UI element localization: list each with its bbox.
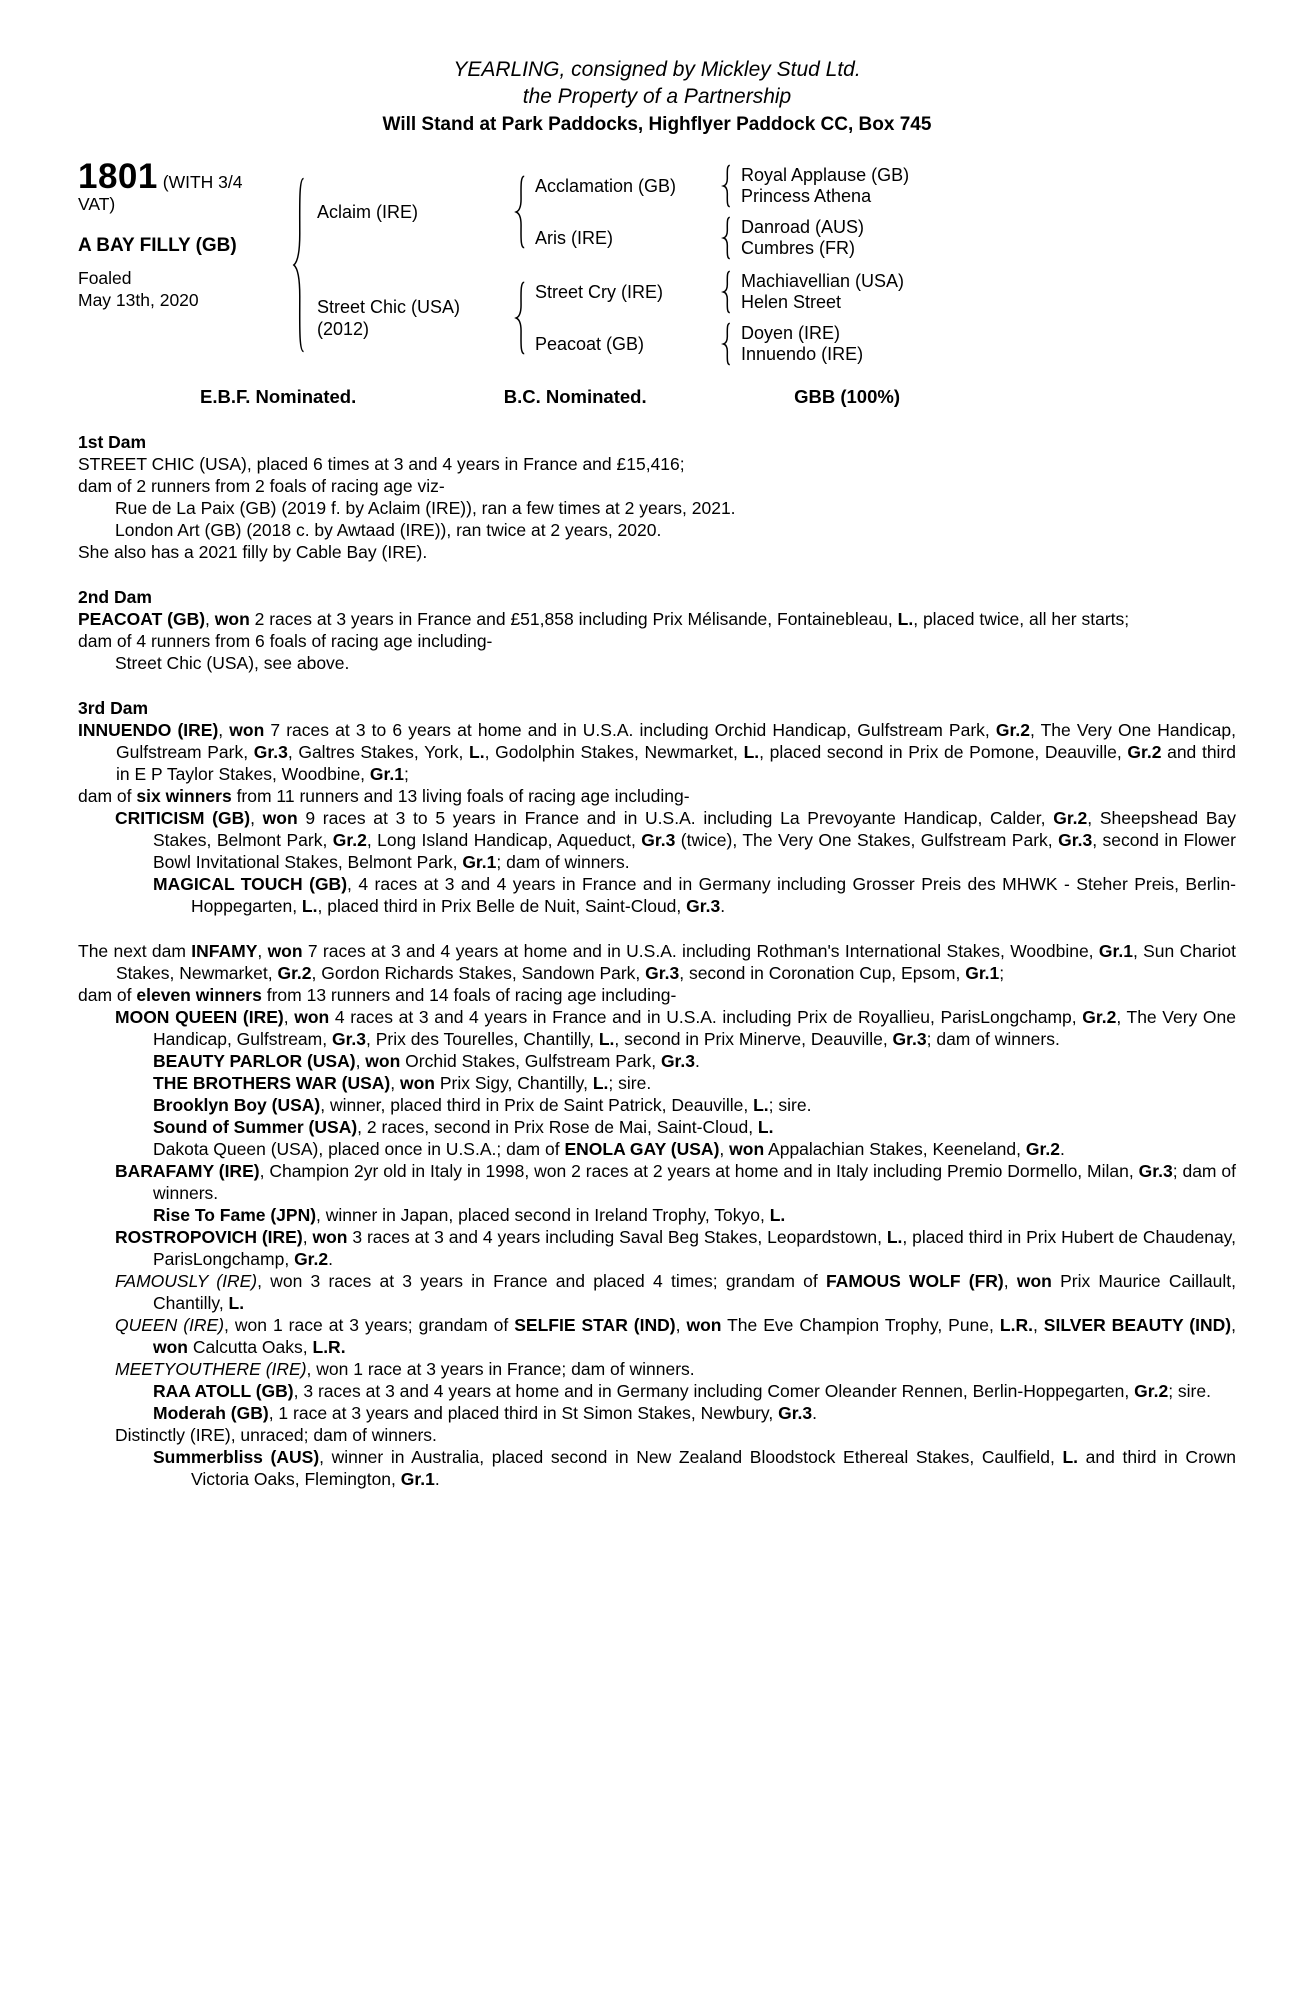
grandparent-name: Aris (IRE) (535, 227, 613, 248)
great-grandparent-name: Doyen (IRE) (741, 323, 841, 343)
pedigree-paragraph: BEAUTY PARLOR (USA), won Orchid Stakes, Gulfstream Park, Gr.3. (153, 1051, 700, 1071)
pedigree-paragraph: CRITICISM (GB), won 9 races at 3 to 5 years in France and in U.S.A. including La Prevoyante Handicap, Calder, Gr.2, Sheepshead Bay Stakes, Belmont Park, Gr.2, Long Island Handicap, Aqueduct, Gr.3 (twice), The Very One Stakes, Gulfstream Park, Gr.3, second in Flower Bowl Invitational Stakes, Belmont Park, Gr.1; dam of winners. (115, 808, 1236, 872)
bc-nominated: B.C. Nominated. (503, 386, 647, 407)
pedigree-text (78, 431, 1236, 1490)
pedigree-brace-icon (721, 164, 732, 208)
pedigree-paragraph: ROSTROPOVICH (IRE), won 3 races at 3 and 4 years including Saval Beg Stakes, Leopardstown, L., placed third in Prix Hubert de Chaudenay, ParisLongchamp, Gr.2. (115, 1227, 1236, 1269)
pedigree-paragraph: Distinctly (IRE), unraced; dam of winners. (115, 1425, 437, 1445)
dam-branch (317, 270, 1236, 366)
great-grandparent-name: Helen Street (741, 292, 842, 312)
lot-info (78, 157, 290, 366)
pedigree-brace-icon (513, 280, 527, 356)
dam-section (78, 697, 1236, 917)
pedigree-brace-icon (721, 322, 732, 366)
section-heading: 1st Dam (78, 432, 147, 452)
pedigree-tree (290, 164, 1236, 366)
pedigree-paragraph: Rue de La Paix (GB) (2019 f. by Aclaim (IRE)), ran a few times at 2 years, 2021. (115, 498, 736, 518)
pedigree-panel (78, 157, 1236, 366)
gbb-status: GBB (100%) (794, 386, 900, 407)
consignor-line: YEARLING, consigned by Mickley Stud Ltd. (453, 58, 861, 81)
pedigree-paragraph: dam of eleven winners from 13 runners and 14 foals of racing age including- (78, 985, 677, 1005)
property-line: the Property of a Partnership (522, 85, 792, 108)
dam-name (317, 296, 513, 340)
pedigree-paragraph: dam of 2 runners from 2 foals of racing age viz- (78, 476, 445, 496)
pedigree-paragraph: London Art (GB) (2018 c. by Awtaad (IRE)), ran twice at 2 years, 2020. (115, 520, 662, 540)
sire-name: Aclaim (IRE) (317, 202, 419, 222)
pedigree-paragraph: Brooklyn Boy (USA), winner, placed third in Prix de Saint Patrick, Deauville, L.; sire. (153, 1095, 812, 1115)
lot-number: 1801 (78, 157, 158, 196)
dam-name-line: Street Chic (USA) (317, 297, 461, 317)
pedigree-paragraph: RAA ATOLL (GB), 3 races at 3 and 4 years at home and in Germany including Comer Oleander Rennen, Berlin-Hoppegarten, Gr.2; sire. (153, 1381, 1211, 1401)
section-heading: 3rd Dam (78, 698, 149, 718)
pedigree-paragraph: Summerbliss (AUS), winner in Australia, placed second in New Zealand Bloodstock Ethereal Stakes, Caulfield, L. and third in Crown Victoria Oaks, Flemington, Gr.1. (153, 1447, 1236, 1489)
great-grandparent-name: Innuendo (IRE) (741, 344, 864, 364)
grandsire-row (535, 164, 1236, 208)
pedigree-paragraph: QUEEN (IRE), won 1 race at 3 years; grandam of SELFIE STAR (IND), won The Eve Champion Trophy, Pune, L.R., SILVER BEAUTY (IND), won Calcutta Oaks, L.R. (115, 1315, 1236, 1357)
foaled-label: Foaled (78, 268, 132, 288)
pedigree-brace-icon (290, 173, 307, 357)
pedigree-brace-icon (513, 174, 527, 250)
great-grandparent-name: Princess Athena (741, 186, 872, 206)
lot-line (78, 157, 268, 215)
dam-section (78, 940, 1236, 1490)
foaled-date: May 13th, 2020 (78, 290, 199, 310)
grandparent-name: Peacoat (GB) (535, 333, 645, 354)
grandparent-name: Street Cry (IRE) (535, 281, 664, 302)
dam-section (78, 431, 1236, 563)
pedigree-paragraph: Sound of Summer (USA), 2 races, second in Prix Rose de Mai, Saint-Cloud, L. (153, 1117, 774, 1137)
pedigree-paragraph: dam of 4 runners from 6 foals of racing age including- (78, 631, 493, 651)
pedigree-paragraph: MEETYOUTHERE (IRE), won 1 race at 3 years in France; dam of winners. (115, 1359, 695, 1379)
great-grandparent-name: Royal Applause (GB) (741, 165, 910, 185)
granddam-row (535, 322, 1236, 366)
vat-note: (WITH 3/4 VAT) (78, 172, 243, 214)
pedigree-brace-icon (721, 270, 732, 314)
pedigree-paragraph: PEACOAT (GB), won 2 races at 3 years in France and £51,858 including Prix Mélisande, Fontainebleau, L., placed twice, all her starts; (78, 609, 1130, 629)
sire-branch (317, 164, 1236, 260)
pedigree-paragraph: She also has a 2021 filly by Cable Bay (IRE). (78, 542, 428, 562)
pedigree-paragraph: The next dam INFAMY, won 7 races at 3 and 4 years at home and in U.S.A. including Rothman's International Stakes, Woodbine, Gr.1, Sun Chariot Stakes, Newmarket, Gr.2, Gordon Richards Stakes, Sandown Park, Gr.3, second in Coronation Cup, Epsom, Gr.1; (78, 941, 1236, 983)
location-line: Will Stand at Park Paddocks, Highflyer Paddock CC, Box 745 (382, 114, 932, 135)
pedigree-paragraph: Street Chic (USA), see above. (115, 653, 350, 673)
pedigree-paragraph: THE BROTHERS WAR (USA), won Prix Sigy, Chantilly, L.; sire. (153, 1073, 652, 1093)
pedigree-paragraph: Moderah (GB), 1 race at 3 years and placed third in St Simon Stakes, Newbury, Gr.3. (153, 1403, 818, 1423)
great-grandparent-name: Cumbres (FR) (741, 238, 856, 258)
great-grandparent-name: Danroad (AUS) (741, 217, 865, 237)
horse-description: A BAY FILLY (GB) (78, 235, 237, 256)
pedigree-paragraph: INNUENDO (IRE), won 7 races at 3 to 6 years at home and in U.S.A. including Orchid Handicap, Gulfstream Park, Gr.2, The Very One Handicap, Gulfstream Park, Gr.3, Galtres Stakes, York, L., Godolphin Stakes, Newmarket, L., placed second in Prix de Pomone, Deauville, Gr.2 and third in E P Taylor Stakes, Woodbine, Gr.1; (78, 720, 1237, 784)
pedigree-paragraph: BARAFAMY (IRE), Champion 2yr old in Italy in 1998, won 2 races at 2 years at home and in Italy including Premio Dormello, Milan, Gr.3; dam of winners. (115, 1161, 1236, 1203)
pedigree-paragraph: STREET CHIC (USA), placed 6 times at 3 and 4 years in France and £15,416; (78, 454, 685, 474)
pedigree-paragraph: MAGICAL TOUCH (GB), 4 races at 3 and 4 years in France and in Germany including Grosser Preis des MHWK - Steher Preis, Berlin-Hoppegarten, L., placed third in Prix Belle de Nuit, Saint-Cloud, Gr.3. (153, 874, 1237, 916)
section-heading: 2nd Dam (78, 587, 152, 607)
pedigree-paragraph: MOON QUEEN (IRE), won 4 races at 3 and 4 years in France and in U.S.A. including Prix de Royallieu, ParisLongchamp, Gr.2, The Very One Handicap, Gulfstream, Gr.3, Prix des Tourelles, Chantilly, L., second in Prix Minerve, Deauville, Gr.3; dam of winners. (115, 1007, 1236, 1049)
pedigree-paragraph: dam of six winners from 11 runners and 13 living foals of racing age including- (78, 786, 690, 806)
dam-year: (2012) (317, 319, 370, 339)
page-header (78, 56, 1236, 138)
nominations-row (200, 386, 900, 408)
granddam-row (535, 216, 1236, 260)
grandparent-name: Acclamation (GB) (535, 175, 677, 196)
great-grandparent-name: Machiavellian (USA) (741, 271, 905, 291)
dam-section (78, 586, 1236, 674)
pedigree-paragraph: FAMOUSLY (IRE), won 3 races at 3 years in France and placed 4 times; grandam of FAMOUS WOLF (FR), won Prix Maurice Caillault, Chantilly, L. (115, 1271, 1236, 1313)
ebf-nominated: E.B.F. Nominated. (200, 386, 357, 407)
pedigree-brace-icon (721, 216, 732, 260)
pedigree-paragraph: Dakota Queen (USA), placed once in U.S.A.; dam of ENOLA GAY (USA), won Appalachian Stakes, Keeneland, Gr.2. (153, 1139, 1065, 1159)
pedigree-paragraph: Rise To Fame (JPN), winner in Japan, placed second in Ireland Trophy, Tokyo, L. (153, 1205, 786, 1225)
grandsire-row (535, 270, 1236, 314)
